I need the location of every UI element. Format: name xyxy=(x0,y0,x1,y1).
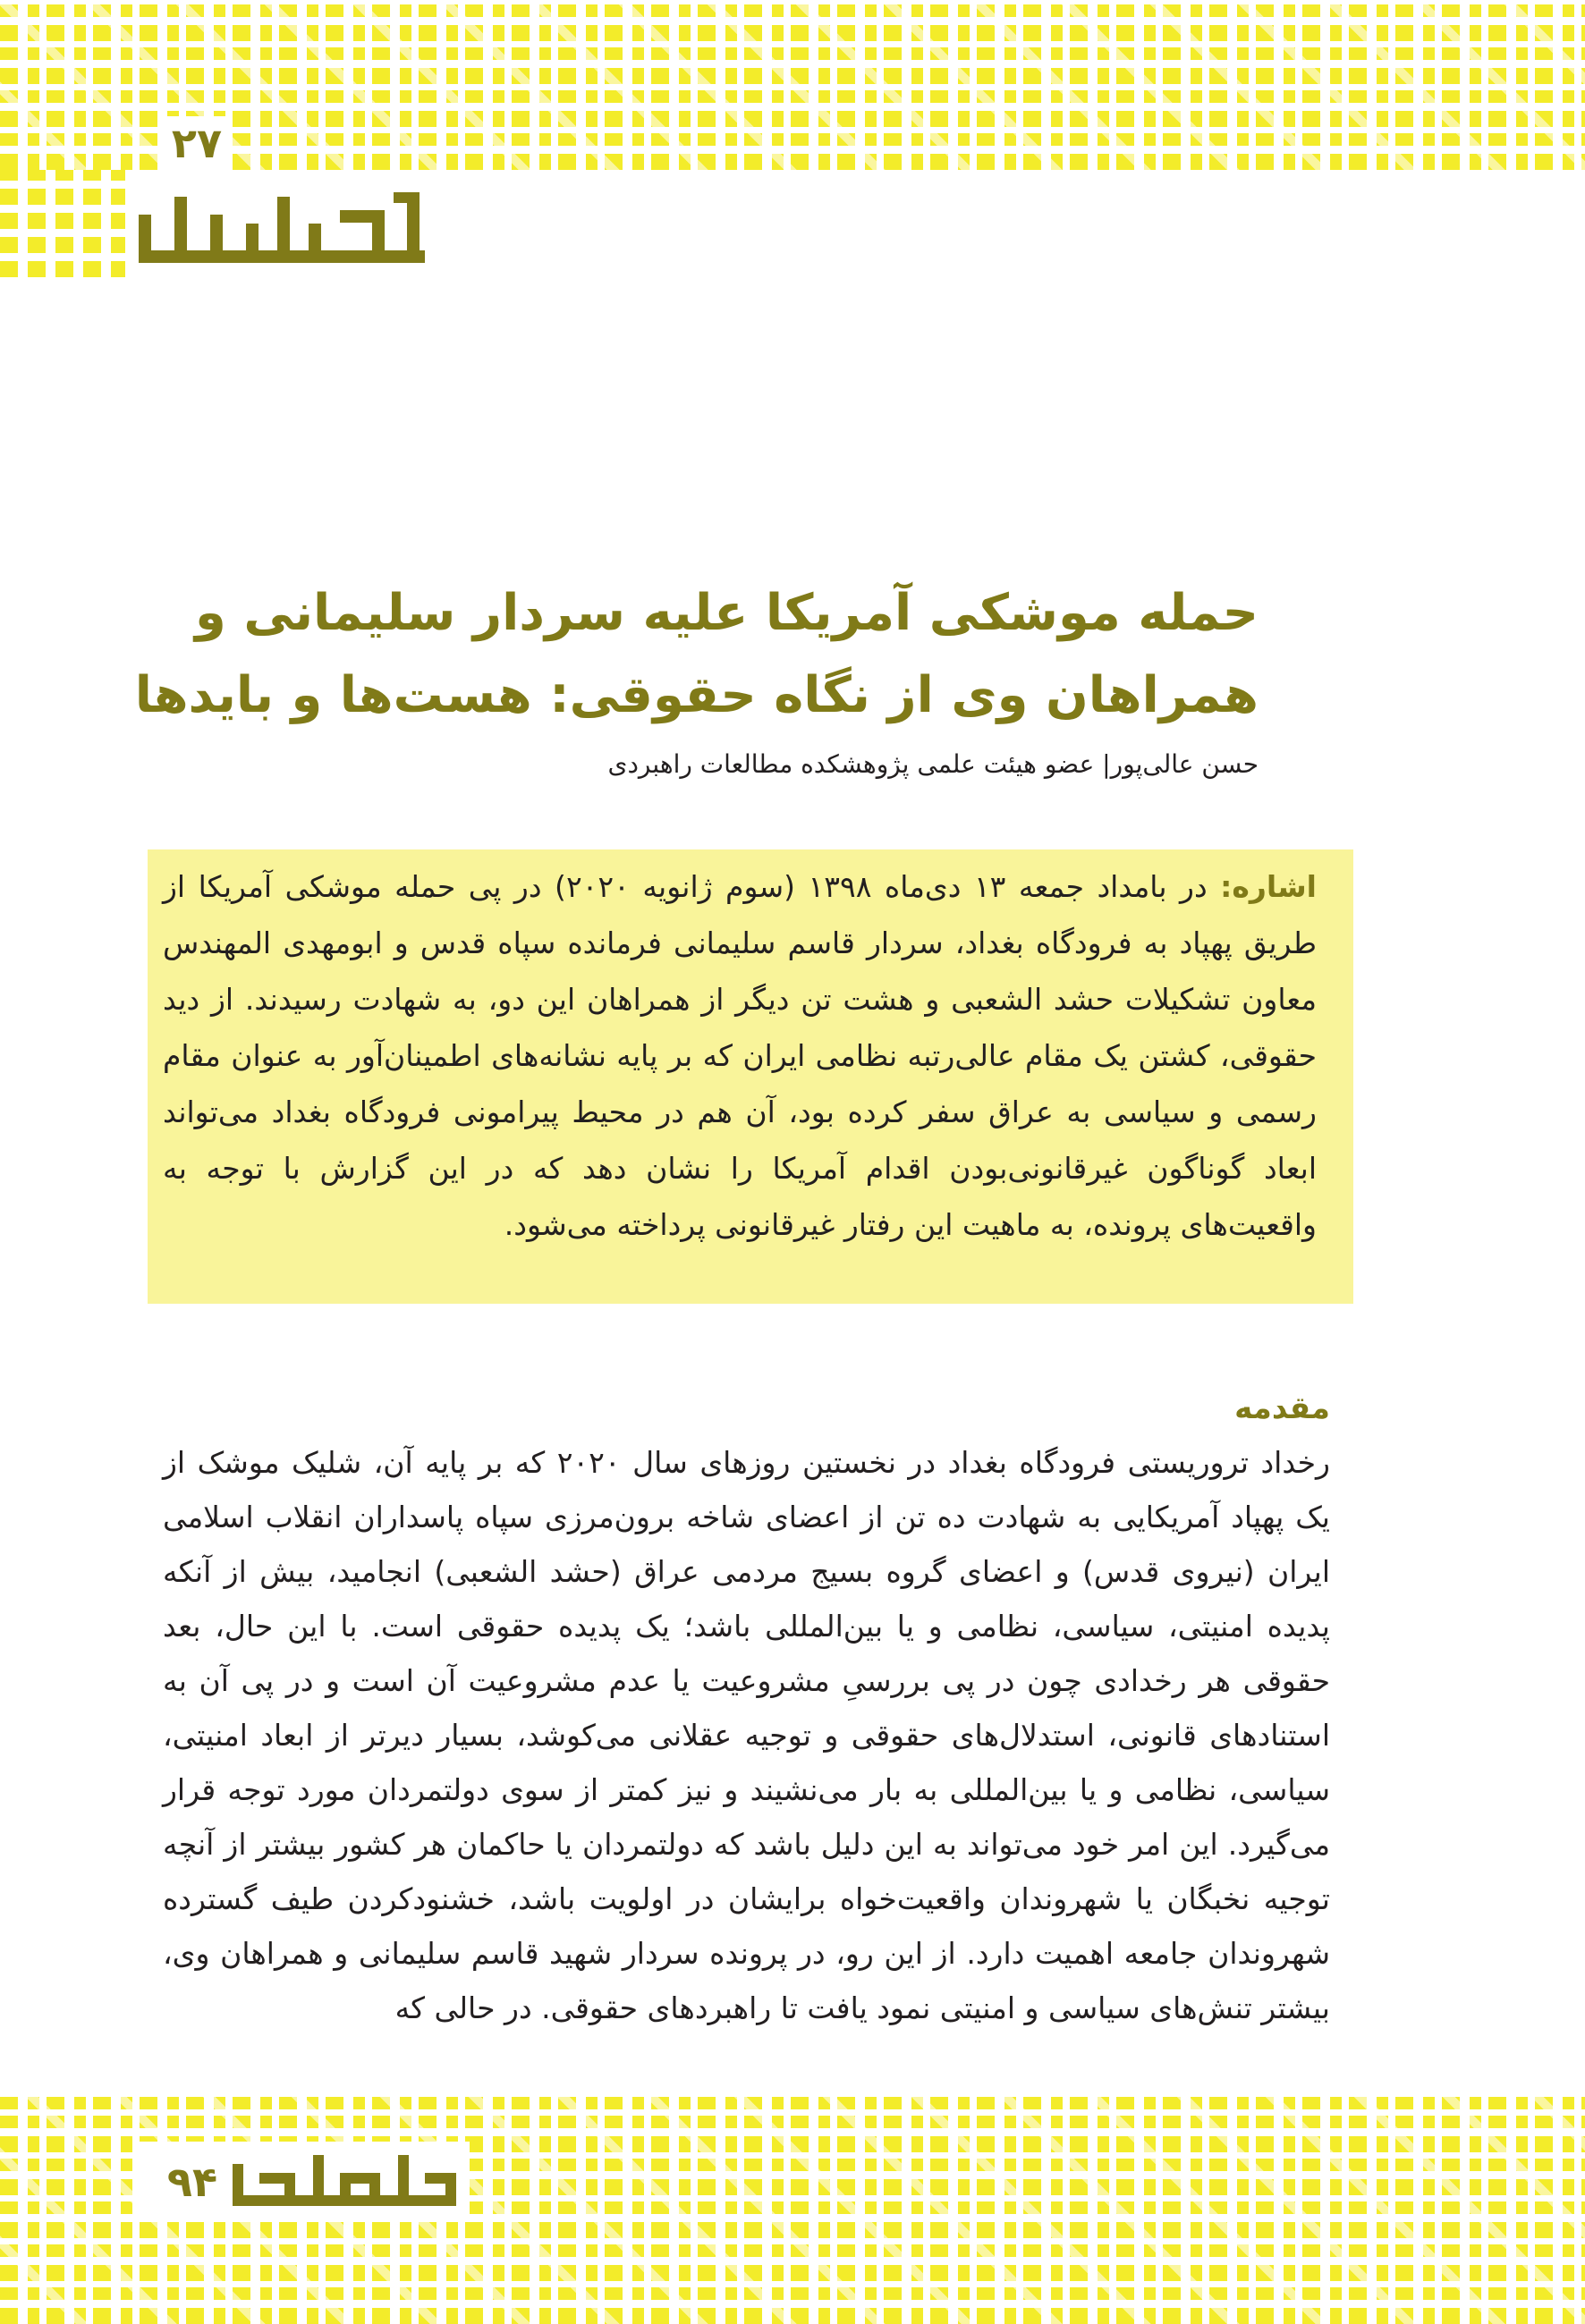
didehban-logo-icon xyxy=(233,2155,456,2213)
decorative-pattern-top-left xyxy=(0,170,125,277)
abstract-body: در بامداد جمعه ۱۳ دی‌ماه ۱۳۹۸ (سوم ژانویه ۲۰۲۰) در پی حمله موشکی آمریکا از طریق پهپاد به فرودگاه بغداد، سردار قاسم سلیمانی فرمانده سپاه قدس و ابومهدی المهندس معاون تشکیلات حشد الشعبی و هشت تن دیگر از همراهان این دو، به شهادت رسیدند. از دید حقوقی، کشتن یک مقام عالی‌رتبه نظامی ایران که بر پایه نشانه‌های اطمینان‌آور به عنوان مقام رسمی و سیاسی به عراق سفر کرده بود، آن هم در محیط پیرامونی فرودگاه بغداد می‌تواند ابعاد گوناگون غیرقانونی‌بودن اقدام آمریکا را نشان دهد که در این گزارش با توجه به واقعیت‌های پرونده، به ماهیت این رفتار غیرقانونی پرداخته می‌شود. xyxy=(163,869,1317,1242)
didehban-logo-icon-svg xyxy=(233,2155,456,2213)
tahlil-logo-icon xyxy=(134,188,429,277)
abstract-text xyxy=(163,858,1317,1253)
abstract-label: اشاره: xyxy=(1220,869,1317,904)
tahlil-logo-icon-svg xyxy=(134,188,429,277)
article-title: حمله موشکی آمریکا علیه سردار سلیمانی و همراهان وی از نگاه حقوقی: هست‌ها و بایدها xyxy=(134,584,1259,724)
article-author: حسن عالی‌پور| عضو هیئت علمی پژوهشکده مطالعات راهبردی xyxy=(607,749,1259,779)
body-text: رخداد تروریستی فرودگاه بغداد در نخستین روزهای سال ۲۰۲۰ که بر پایه آن، شلیک موشک از یک پهپاد آمریکایی به شهادت ده تن از اعضای شاخه برون‌مرزی سپاه پاسداران انقلاب اسلامی ایران (نیروی قدس) و اعضای گروه بسیج مردمی عراق (حشد الشعبی) انجامید، بیش از آنکه پدیده امنیتی، سیاسی، نظامی و یا بین‌المللی باشد؛ یک پدیده حقوقی است. با این حال، بعد حقوقی هر رخدادی چون در پی بررسیِ مشروعیت یا عدم مشروعیت آن است و در پی آن به استنادهای قانونی، استدلال‌های حقوقی و توجیه عقلانی می‌کوشد، بسیار دیرتر از ابعاد امنیتی، سیاسی، نظامی و یا بین‌المللی به بار می‌نشیند و نیز کمتر از سوی دولتمردان مورد توجه قرار می‌گیرد. این امر خود می‌تواند به این دلیل باشد که دولتمردان یا حاکمان هر کشور بیشتر از آنچه توجیه نخبگان یا شهروندان واقعیت‌خواه برایشان در اولویت باشد، خشنودکردن طیف گسترده شهروندان جامعه اهمیت دارد. از این رو، در پرونده سردار شهید قاسم سلیمانی و همراهان وی، بیشتر تنش‌های سیاسی و امنیتی نمود یافت تا راهبردهای حقوقی. در حالی که xyxy=(163,1445,1330,2025)
decorative-pattern-top xyxy=(0,0,1585,170)
page-number-bottom: ۹۴ xyxy=(166,2158,218,2206)
section-heading: مقدمه xyxy=(1234,1390,1330,1426)
page-number-top: ۲۷ xyxy=(161,116,233,170)
